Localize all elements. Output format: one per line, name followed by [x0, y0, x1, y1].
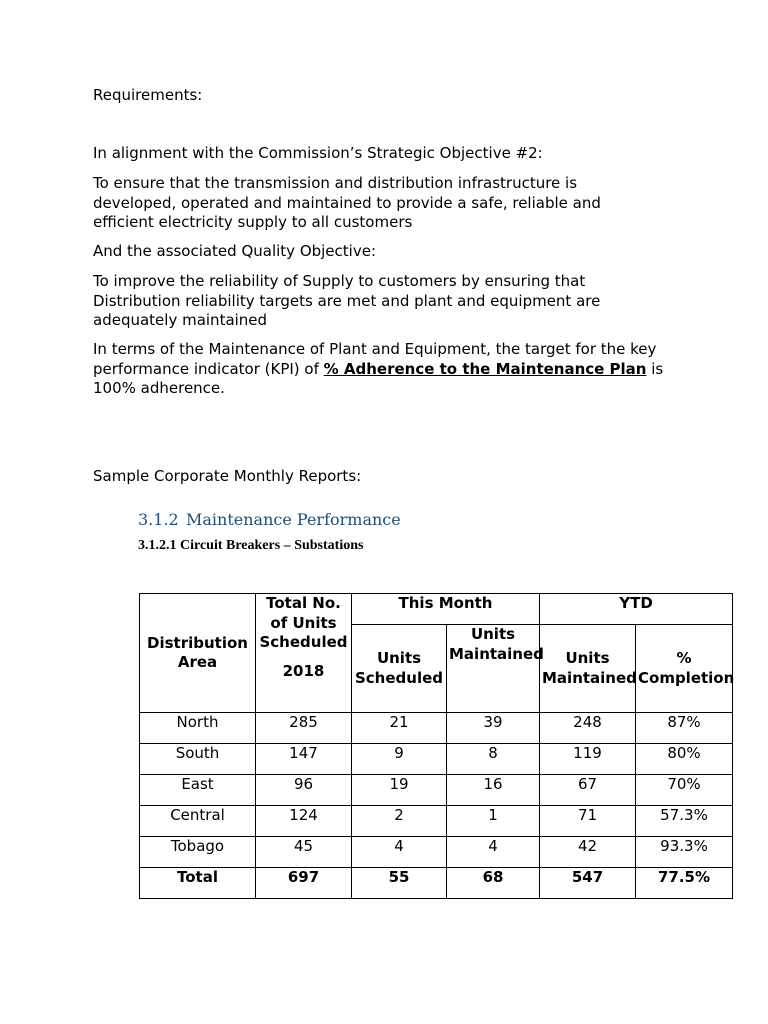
cell-scheduled: 9 [352, 744, 447, 775]
total-maintained: 68 [447, 868, 540, 899]
subsection-heading: 3.1.2.1 Circuit Breakers – Substations [138, 538, 364, 553]
header-total-units [256, 594, 352, 713]
cell-completion: 80% [636, 744, 733, 775]
table-row [140, 713, 733, 744]
total-completion: 77.5% [636, 868, 733, 899]
cell-area: North [140, 713, 256, 744]
header-year: 2018 [282, 661, 325, 680]
total-label: Total [140, 868, 256, 899]
section-heading [138, 510, 401, 529]
cell-scheduled: 19 [352, 775, 447, 806]
total-units: 697 [256, 868, 352, 899]
header-total-units-label: Total No. of Units Scheduled [259, 594, 348, 651]
cell-ytd-maintained: 42 [540, 837, 636, 868]
header-units-scheduled: Units Scheduled [352, 625, 447, 713]
strategic-objective: To ensure that the transmission and distribution infrastructure is developed, operated and maintained to provide a safe, reliable and efficient electricity supply to all customers [93, 174, 601, 231]
total-scheduled: 55 [352, 868, 447, 899]
cell-maintained: 39 [447, 713, 540, 744]
cell-completion: 57.3% [636, 806, 733, 837]
cell-maintained: 1 [447, 806, 540, 837]
cell-scheduled: 21 [352, 713, 447, 744]
cell-total: 124 [256, 806, 352, 837]
cell-total: 96 [256, 775, 352, 806]
alignment-intro: In alignment with the Commission’s Strategic Objective #2: [93, 144, 543, 162]
header-ytd-units-maintained: Units Maintained [540, 625, 636, 713]
requirements-label: Requirements: [93, 86, 203, 104]
cell-scheduled: 4 [352, 837, 447, 868]
header-units-maintained: Units Maintained [447, 625, 540, 713]
cell-completion: 70% [636, 775, 733, 806]
cell-total: 147 [256, 744, 352, 775]
header-ytd: YTD [540, 594, 733, 625]
cell-completion: 93.3% [636, 837, 733, 868]
kpi-suffix: is 100% adherence. [93, 359, 664, 397]
total-ytd-maintained: 547 [540, 868, 636, 899]
table-row [140, 837, 733, 868]
quality-intro: And the associated Quality Objective: [93, 242, 376, 260]
header-distribution-area: Distribution Area [140, 594, 256, 713]
cell-ytd-maintained: 248 [540, 713, 636, 744]
cell-area: Central [140, 806, 256, 837]
cell-completion: 87% [636, 713, 733, 744]
cell-area: South [140, 744, 256, 775]
header-completion: % Completion [636, 625, 733, 713]
sample-reports-label: Sample Corporate Monthly Reports: [93, 467, 362, 485]
cell-area: East [140, 775, 256, 806]
table-row [140, 775, 733, 806]
cell-total: 285 [256, 713, 352, 744]
cell-ytd-maintained: 71 [540, 806, 636, 837]
table-row [140, 744, 733, 775]
cell-area: Tobago [140, 837, 256, 868]
cell-maintained: 4 [447, 837, 540, 868]
total-row [140, 868, 733, 899]
section-title: Maintenance Performance [186, 510, 401, 529]
cell-maintained: 8 [447, 744, 540, 775]
cell-scheduled: 2 [352, 806, 447, 837]
quality-objective: To improve the reliability of Supply to customers by ensuring that Distribution reliability targets are met and plant and equipment are adequately maintained [93, 272, 601, 329]
cell-ytd-maintained: 119 [540, 744, 636, 775]
maintenance-table [139, 593, 733, 899]
cell-total: 45 [256, 837, 352, 868]
cell-ytd-maintained: 67 [540, 775, 636, 806]
kpi-paragraph [93, 340, 693, 399]
table-row [140, 806, 733, 837]
cell-maintained: 16 [447, 775, 540, 806]
kpi-emphasis: % Adherence to the Maintenance Plan [323, 359, 647, 378]
header-this-month: This Month [352, 594, 540, 625]
kpi-prefix: In terms of the Maintenance of Plant and Equipment, the target for the key performance indicator (KPI) of [93, 340, 657, 378]
section-number: 3.1.2 [138, 510, 179, 529]
